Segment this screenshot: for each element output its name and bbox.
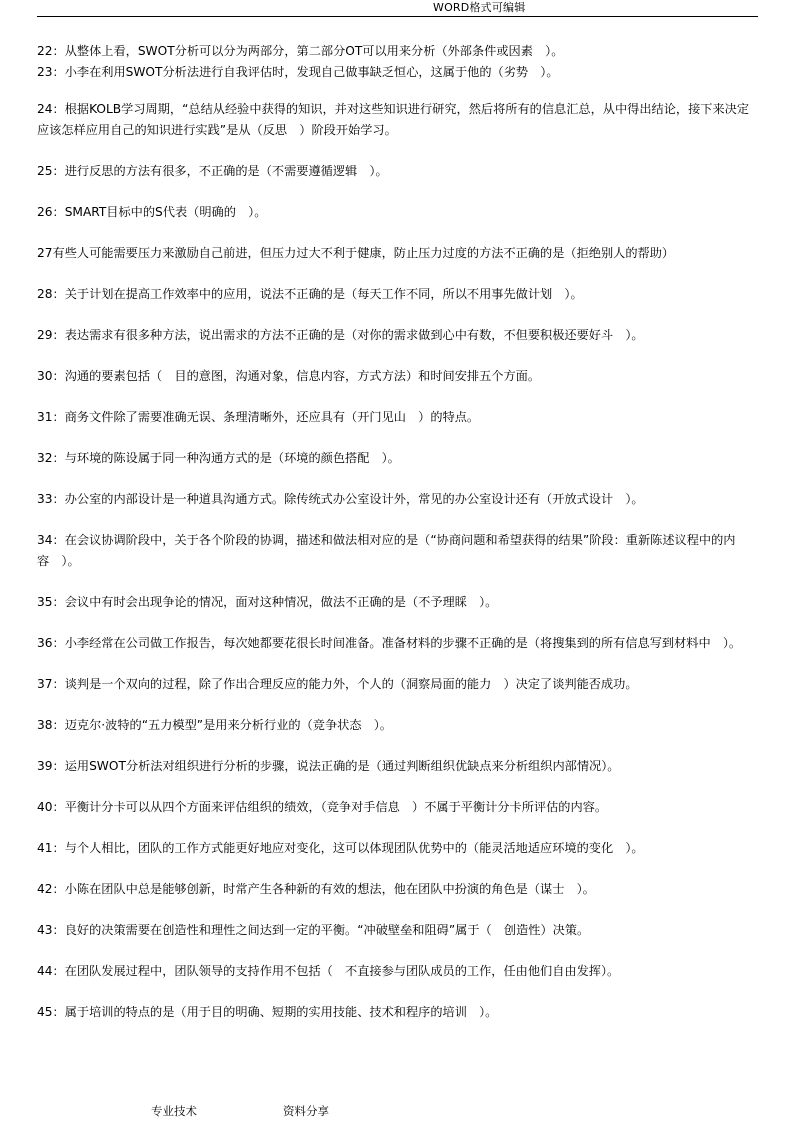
question-28: 28：关于计划在提高工作效率中的应用，说法不正确的是（每天工作不同，所以不用事先做计划 ）。 bbox=[37, 287, 583, 301]
question-33: 33：办公室的内部设计是一种道具沟通方式。除传统式办公室设计外，常见的办公室设计还有（开放式设计 ）。 bbox=[37, 492, 644, 506]
question-39: 39：运用SWOT分析法对组织进行分析的步骤，说法正确的是（通过判断组织优缺点来分析组织内部情况）。 bbox=[37, 759, 620, 773]
question-31: 31：商务文件除了需要准确无误、条理清晰外，还应具有（开门见山 ）的特点。 bbox=[37, 410, 480, 424]
header-rule bbox=[37, 16, 758, 17]
header-title: WORD格式可编辑 bbox=[433, 1, 526, 14]
question-34: 34：在会议协调阶段中，关于各个阶段的协调，描述和做法相对应的是（“协商问题和希望获得的结果”阶段：重新陈述议程中的内容 ）。 bbox=[37, 533, 736, 568]
question-23: 23：小李在利用SWOT分析法进行自我评估时，发现自己做事缺乏恒心，这属于他的（劣势 ）。 bbox=[37, 65, 559, 79]
footer-left: 专业技术 bbox=[151, 1104, 197, 1118]
question-list bbox=[37, 41, 759, 1023]
question-41: 41：与个人相比，团队的工作方式能更好地应对变化，这可以体现团队优势中的（能灵活地适应环境的变化 ）。 bbox=[37, 841, 644, 855]
question-24: 24：根据KOLB学习周期，“总结从经验中获得的知识，并对这些知识进行研究，然后将所有的信息汇总，从中得出结论，接下来决定应该怎样应用自己的知识进行实践”是从（反思 ）阶段开始学习。 bbox=[37, 102, 750, 137]
footer-right: 资料分享 bbox=[283, 1104, 329, 1118]
question-25: 25：进行反思的方法有很多，不正确的是（不需要遵循逻辑 ）。 bbox=[37, 164, 388, 178]
question-38: 38：迈克尔·波特的“五力模型”是用来分析行业的（竞争状态 ）。 bbox=[37, 718, 392, 732]
question-35: 35：会议中有时会出现争论的情况，面对这种情况，做法不正确的是（不予理睬 ）。 bbox=[37, 595, 498, 609]
question-26: 26：SMART目标中的S代表（明确的 ）。 bbox=[37, 205, 267, 219]
question-45: 45：属于培训的特点的是（用于目的明确、短期的实用技能、技术和程序的培训 ）。 bbox=[37, 1005, 498, 1019]
question-44: 44：在团队发展过程中，团队领导的支持作用不包括（ 不直接参与团队成员的工作，任由他们自由发挥）。 bbox=[37, 964, 620, 978]
question-40: 40：平衡计分卡可以从四个方面来评估组织的绩效，（竞争对手信息 ）不属于平衡计分卡所评估的内容。 bbox=[37, 800, 608, 814]
question-29: 29：表达需求有很多种方法，说出需求的方法不正确的是（对你的需求做到心中有数，不但要积极还要好斗 ）。 bbox=[37, 328, 644, 342]
question-42: 42：小陈在团队中总是能够创新，时常产生各种新的有效的想法，他在团队中扮演的角色是（谋士 ）。 bbox=[37, 882, 595, 896]
question-43: 43：良好的决策需要在创造性和理性之间达到一定的平衡。“冲破壁垒和阻碍”属于（ 创造性）决策。 bbox=[37, 923, 590, 937]
page-header bbox=[0, 0, 794, 18]
question-22: 22：从整体上看，SWOT分析可以分为两部分，第二部分OT可以用来分析（外部条件或因素 ）。 bbox=[37, 44, 564, 58]
question-32: 32：与环境的陈设属于同一种沟通方式的是（环境的颜色搭配 ）。 bbox=[37, 451, 400, 465]
question-36: 36：小李经常在公司做工作报告，每次她都要花很长时间准备。准备材料的步骤不正确的是（将搜集到的所有信息写到材料中 ）。 bbox=[37, 636, 742, 650]
question-27: 27有些人可能需要压力来激励自己前进，但压力过大不利于健康，防止压力过度的方法不正确的是（拒绝别人的帮助） bbox=[37, 246, 675, 260]
question-30: 30：沟通的要素包括（ 目的意图，沟通对象，信息内容，方式方法）和时间安排五个方面。 bbox=[37, 369, 541, 383]
question-37: 37：谈判是一个双向的过程，除了作出合理反应的能力外，个人的（洞察局面的能力 ）决定了谈判能否成功。 bbox=[37, 677, 638, 691]
